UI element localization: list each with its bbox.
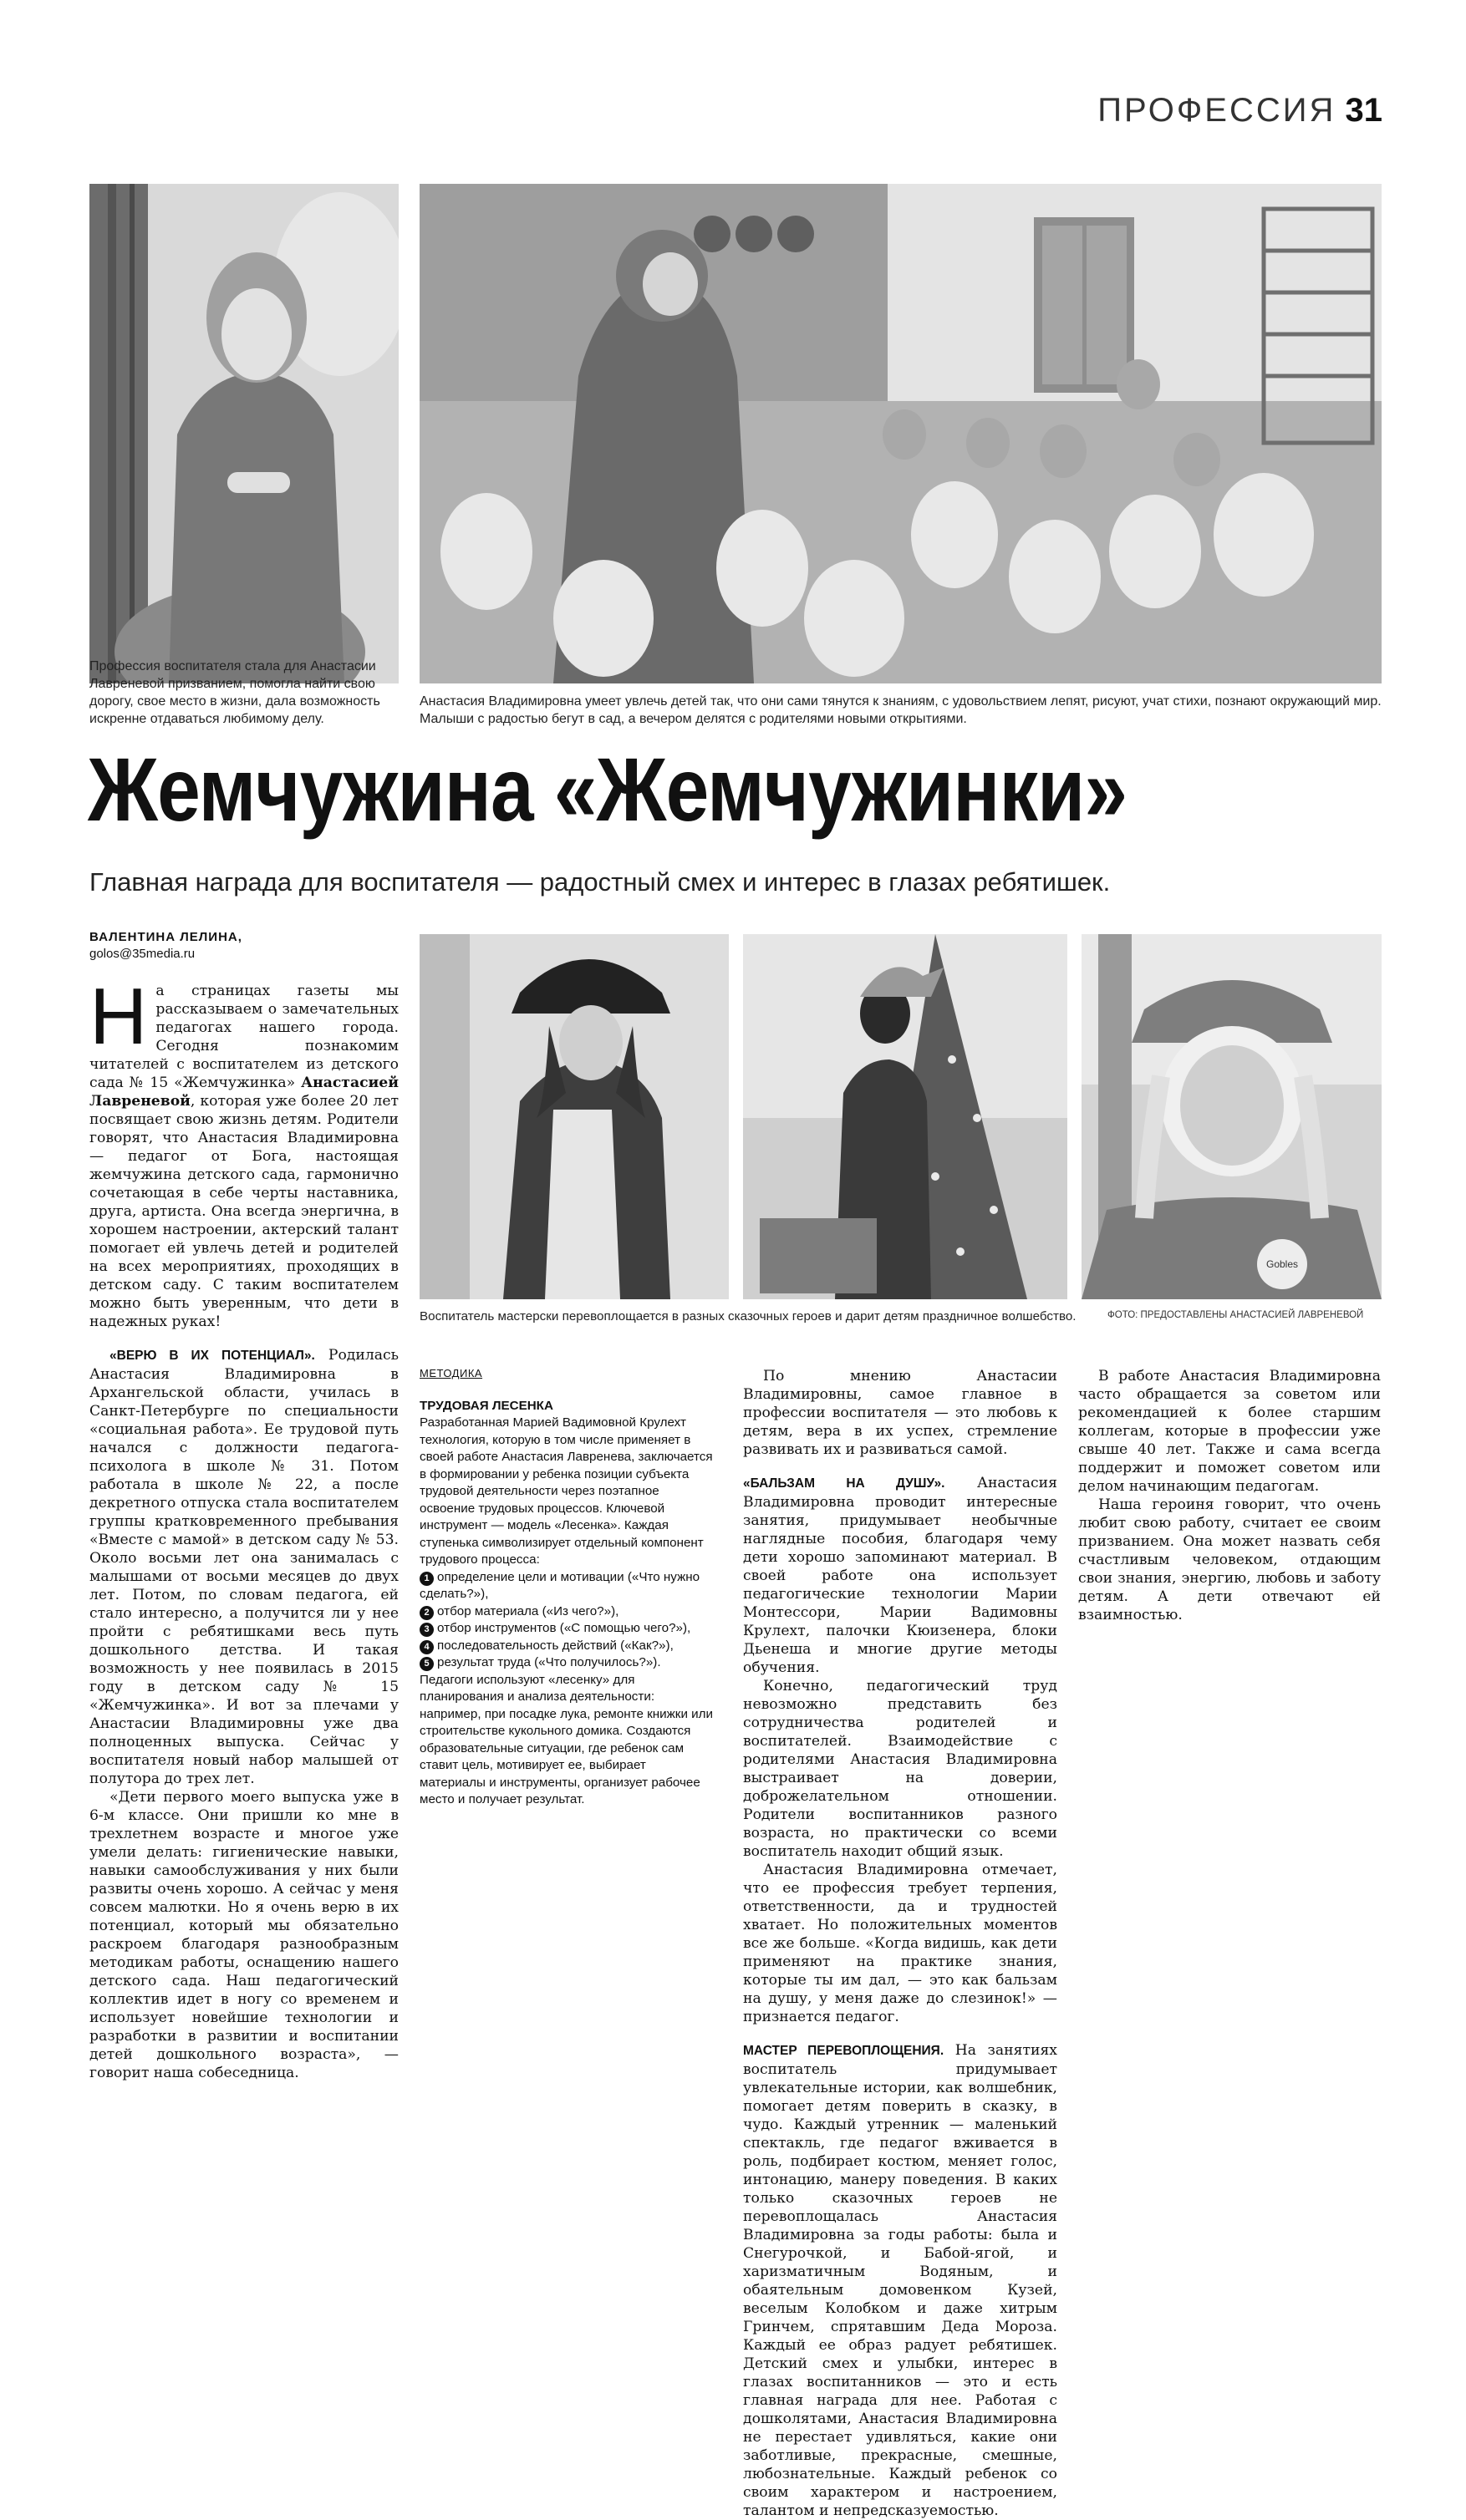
page-number: 31 [1345, 92, 1382, 129]
method-sidebar [420, 1365, 714, 1809]
sidebar-intro: Разработанная Марией Вадимовной Крулехт технология, которую в том числе применяет в своей работе Анастасия Лавренева, заключается в формировании у ребенка позиции субъекта трудовой деятельности через поэтапное освоение трудовых процессов. Ключевой инструмент — модель «Лесенка». Каждая ступенька символизирует отдельный компонент трудового процесса: [420, 1415, 713, 1567]
drop-cap: Н [89, 972, 148, 1061]
portrait-photo [89, 184, 399, 683]
section-heading: МАСТЕР ПЕРЕВОПЛОЩЕНИЯ. [743, 2044, 944, 2058]
article-column-1 [89, 972, 399, 2082]
sidebar-outro: Педагоги используют «лесенку» для планирования и анализа деятельности: например, при посадке лука, ремонте книжки или строительстве кукольного домика. Создаются образовательные ситуации, где ребенок сам ставит цель, мотивирует ее, выбирает материалы и инструменты, организует рабочее место и получает результат. [420, 1672, 713, 1806]
section-balzam: «БАЛЬЗАМ НА ДУШУ». Анастасия Владимировна проводит интересные занятия, придумывает необычные наглядные пособия, благодаря чему дети хорошо запоминают материал. В своей работе она использует педагогические технологии Марии Монтессори, Марии Вадимовны Крулехт, палочки Кюизенера, блоки Дьенеша и многие другие методы обучения. [743, 1475, 1057, 1676]
portrait-caption: Профессия воспитателя стала для Анастасии Лавреневой призванием, помогла найти свою дорогу, свое место в жизни, дала возможность искренне отдаваться любимому делу. [89, 659, 380, 726]
pirate-costume-photo [420, 934, 729, 1299]
byline [89, 929, 374, 963]
paragraph: В работе Анастасия Владимировна часто обращается за советом или рекомендацией к более старшим коллегам, которые в профессии уже свыше 40 лет. Также и сама всегда поддержит и поможет советом или делом начинающим педагогам. [1078, 1368, 1381, 1495]
step-number: 2 [420, 1606, 434, 1620]
paragraph: Наша героиня говорит, что очень любит свою работу, считает ее своим призванием. Она может назвать себя счастливым человеком, отдающим свои знания, энергию, любовь и заботу детям. А дети отвечают ей взаимностью. [1078, 1496, 1381, 1623]
author-email[interactable]: golos@35media.ru [89, 947, 196, 961]
step-item: 3 отбор инструментов («С помощью чего?»), [420, 1620, 714, 1638]
costumes-caption: Воспитатель мастерски перевоплощается в разных сказочных героев и дарит детям праздничное волшебство. [420, 1309, 1077, 1324]
section-title: ПРОФЕССИЯ [1097, 92, 1336, 129]
step-number: 1 [420, 1572, 434, 1586]
paragraph: «Дети первого моего выпуска уже в 6-м классе. Они пришли ко мне в трехлетнем возрасте и многое уже умели делать: гигиенические навыки, навыки самообслуживания у них были развиты очень хорошо. А сейчас у меня совсем малютки. Но я очень верю в их потенциал, который мы обязательно раскроем благодаря разнообразным методикам работы, оснащению нашего детского сада. Наш педагогический коллектив идет в ногу со временем и использует новейшие технологии и разработки в развитии и воспитании детей дошкольного возраста», — говорит наша собеседница. [89, 1789, 399, 2081]
group-caption: Анастасия Владимировна умеет увлечь детей так, что они сами тянутся к знаниям, с удовольствием лепят, рисуют, учат стихи, познают окружающий мир. Малыши с радостью бегут в сад, а вечером делятся с родителями новыми открытиями. [420, 694, 1382, 726]
paragraph: По мнению Анастасии Владимировны, самое главное в профессии воспитателя — это любовь к детям, вера в их успех, стремление развивать их и развиваться самой. [743, 1368, 1057, 1458]
sidebar-title: ТРУДОВАЯ ЛЕСЕНКА [420, 1398, 553, 1413]
lead: Главная награда для воспитателя — радостный смех и интерес в глазах ребятишек. [89, 867, 1111, 897]
paragraph: Конечно, педагогический труд невозможно представить без сотрудничества родителей и воспитателей. Взаимодействие с родителями Анастасия Владимировна выстраивает на доверии, доброжелательном отношении. Родители воспитанников разного возраста, но практически со всеми воспитатель находит общий язык. [743, 1678, 1057, 1860]
paragraph: Анастасия Владимировна отмечает, что ее профессия требует терпения, ответственности, да и трудностей хватает. Но положительных моментов все же больше. «Когда видишь, как дети применяют на практике знания, которые ты им дал, — это как бальзам на душу, у меня даже до слезинок!» — признается педагог. [743, 1862, 1057, 2025]
section-verю: «ВЕРЮ В ИХ ПОТЕНЦИАЛ». Родилась Анастасия Владимировна в Архангельской области, училась в Санкт-Петербурге по специальности «социальная работа». Ее трудовой путь начался с должности педагога-психолога в школе № 31. Потом работала в школе № 22, а после декретного отпуска стала воспитателем группы кратковременного пребывания «Вместе с мамой» в детском саду № 53. Около восьми лет она занималась с малышами от восьми месяцев до двух лет. Потом, по словам педагога, ей стало интересно, а получится ли у нее пройти с ребятишками весь путь дошкольного детства. И такая возможность у нее появилась в 2015 году в детском саду № 15 «Жемчужинка». И вот за плечами у Анастасии Владимировны уже два полноценных выпуска. Сейчас у воспитателя новый набор малышей от полутора до трех лет. [89, 1347, 399, 1787]
sidebar-rubric: МЕТОДИКА [420, 1367, 483, 1379]
sidebar-steps [420, 1569, 714, 1672]
section-heading: «БАЛЬЗАМ НА ДУШУ». [743, 1476, 945, 1491]
article-column-4 [1078, 1367, 1381, 1624]
clown-costume-photo [1082, 934, 1382, 1299]
step-number: 3 [420, 1623, 434, 1637]
step-number: 4 [420, 1640, 434, 1654]
section-master: МАСТЕР ПЕРЕВОПЛОЩЕНИЯ. На занятиях воспитатель придумывает увлекательные истории, как волшебник, помогает детям поверить в сказку, в чудо. Каждый утренник — маленький спектакль, где педагог вживается в роль, подбирает костюм, меняет голос, интонацию, манеру поведения. В каких только сказочных героев не перевоплощалась Анастасия Владимировна за годы работы: была и Снегурочкой, и Бабой-ягой, и харизматичным Водяным, и обаятельным домовенком Кузей, веселым Колобком и даже хитрым Гринчем, спрятавшим Деда Мороза. Каждый ее образ радует ребятишек. Детский смех и улыбки, интерес в глазах воспитанников — это и есть главная награда для нее. Работая с дошколятами, Анастасия Владимировна не перестает удивляться, какие они заботливые, прекрасные, смешные, любознательные. Каждый ребенок со своим характером и настроением, талантом и непредсказуемостью. [743, 2042, 1057, 2519]
step-item: 4 последовательность действий («Как?»), [420, 1638, 714, 1655]
group-photo [420, 184, 1382, 683]
article-column-3 [743, 1367, 1057, 2520]
intro-paragraph: На страницах газеты мы рассказываем о замечательных педагогах нашего города. Сегодня познакомим читателей с воспитателем из детского сада № 15 «Жемчужинка» Анастасией Лавреневой, которая уже более 20 лет посвящает свою жизнь детям. Родители говорят, что Анастасия Владимировна — педагог от Бога, настоящая жемчужина детского сада, гармонично сочетающая в себе черты наставника, друга, артиста. Она всегда энергична, в хорошем настроении, актерский талант помогает ей увлечь детей и родителей на всех мероприятиях, проходящих в детском саду. С таким воспитателем можно быть уверенным, что дети в надежных руках! [89, 972, 399, 1330]
photo-credit: ФОТО: ПРЕДОСТАВЛЕНЫ АНАСТАСИЕЙ ЛАВРЕНЕВОЙ [1107, 1310, 1364, 1320]
page-header [1097, 92, 1382, 130]
step-number: 5 [420, 1657, 434, 1671]
step-item: 5 результат труда («Что получилось?»). [420, 1654, 714, 1672]
grinch-costume-photo [743, 934, 1067, 1299]
step-item: 2 отбор материала («Из чего?»), [420, 1603, 714, 1621]
step-item: 1 определение цели и мотивации («Что нужно сделать?»), [420, 1569, 700, 1601]
author-name: ВАЛЕНТИНА ЛЕЛИНА, [89, 930, 242, 944]
badge-text: Gobles [1265, 1258, 1299, 1270]
headline: Жемчужина «Жемчужинки» [88, 739, 1127, 840]
section-heading: «ВЕРЮ В ИХ ПОТЕНЦИАЛ». [109, 1349, 315, 1363]
